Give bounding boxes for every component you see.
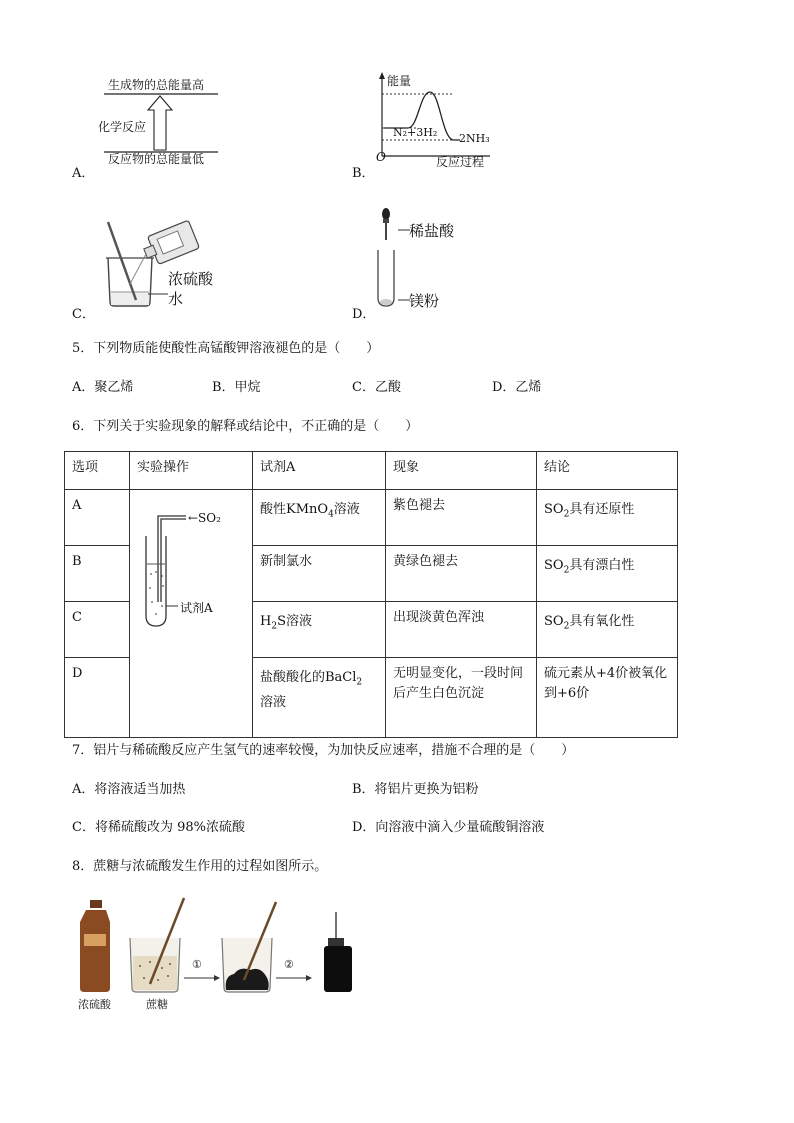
- conclusion-subscript: 2: [563, 509, 570, 520]
- q5-option-a: A．聚乙烯: [72, 380, 134, 395]
- q5-option-b: B．甲烷: [212, 380, 261, 395]
- conclusion-text: SO: [544, 502, 564, 517]
- header-phenomenon: 现象: [386, 452, 537, 490]
- row-phenomenon: 无明显变化，一段时间后产生白色沉淀: [386, 658, 537, 738]
- figb-y-axis-label: 能量: [387, 74, 412, 88]
- table-row: [65, 490, 678, 546]
- figc-label: C．: [72, 307, 95, 322]
- row-option: B: [65, 546, 130, 602]
- conclusion-text-suffix: 具有氧化性: [569, 614, 635, 629]
- bottle-label: 浓硫酸: [78, 998, 111, 1011]
- figa-label: A．: [72, 166, 95, 181]
- q5-stem: 5．下列物质能使酸性高锰酸钾溶液褪色的是（ ）: [72, 341, 380, 356]
- apparatus-reagent-label: 试剂A: [180, 601, 213, 615]
- q7-option-c: C．将稀硫酸改为 98%浓硫酸: [72, 820, 245, 835]
- conclusion-text: SO: [544, 614, 564, 629]
- figb-reactant: N₂+3H₂: [393, 126, 438, 139]
- q7-stem: 7．铝片与稀硫酸反应产生氢气的速率较慢，为加快反应速率，措施不合理的是（ ）: [72, 743, 575, 758]
- figa-top-text: 生成物的总能量高: [108, 78, 205, 92]
- apparatus-cell: [130, 490, 253, 738]
- figb-origin: O: [376, 150, 386, 164]
- step1-marker: ①: [192, 958, 202, 971]
- figd-powder-label: 镁粉: [409, 292, 440, 310]
- step2-marker: ②: [284, 958, 294, 971]
- conclusion-text-suffix: 具有漂白性: [569, 558, 635, 573]
- conclusion-text: SO: [544, 558, 564, 573]
- row-conclusion: [537, 546, 678, 602]
- figc-acid-label: 浓硫酸: [168, 270, 214, 288]
- row-reagent: [253, 490, 386, 546]
- reagent-text-suffix: 溶液: [260, 694, 287, 710]
- q5-option-c: C．乙酸: [352, 380, 401, 395]
- reagent-subscript: 2: [356, 677, 363, 688]
- row-reagent: 新制氯水: [253, 546, 386, 602]
- figa-side-text: 化学反应: [98, 120, 147, 134]
- q5-option-d: D．乙烯: [492, 380, 542, 395]
- row-conclusion: [537, 490, 678, 546]
- conclusion-subscript: 2: [563, 565, 570, 576]
- figa-bottom-text: 反应物的总能量低: [108, 152, 205, 166]
- row-conclusion: 硫元素从+4价被氧化到+6价: [537, 658, 678, 738]
- header-reagent: 试剂A: [253, 452, 386, 490]
- experiment-table: [64, 451, 678, 738]
- figb-product: 2NH₃: [459, 132, 490, 145]
- q7-option-d: D．向溶液中滴入少量硫酸铜溶液: [352, 820, 545, 835]
- beaker-pouring-illustration: [100, 214, 210, 310]
- row-conclusion: [537, 602, 678, 658]
- conclusion-subscript: 2: [563, 621, 570, 632]
- figd-acid-label: 稀盐酸: [409, 222, 455, 240]
- figb-label: B．: [352, 166, 375, 181]
- apparatus-gas-label: ←SO₂: [188, 511, 221, 525]
- conclusion-text-suffix: 具有还原性: [569, 502, 635, 517]
- row-phenomenon: 紫色褪去: [386, 490, 537, 546]
- reagent-text-suffix: S溶液: [277, 614, 312, 629]
- header-conclusion: 结论: [537, 452, 678, 490]
- figd-label: D．: [352, 307, 376, 322]
- reagent-text-suffix: 溶液: [333, 502, 360, 517]
- row-phenomenon: 黄绿色褪去: [386, 546, 537, 602]
- q8-stem: 8．蔗糖与浓硫酸发生作用的过程如图所示。: [72, 859, 328, 874]
- q7-option-a: A．将溶液适当加热: [72, 782, 186, 797]
- header-operation: 实验操作: [130, 452, 253, 490]
- table-header-row: [65, 452, 678, 490]
- row-option: A: [65, 490, 130, 546]
- q6-stem: 6．下列关于实验现象的解释或结论中，不正确的是（ ）: [72, 419, 419, 434]
- q7-option-b: B．将铝片更换为铝粉: [352, 782, 479, 797]
- row-option: C: [65, 602, 130, 658]
- reagent-subscript: 2: [271, 621, 278, 632]
- figc-water-label: 水: [168, 290, 184, 308]
- row-reagent: [253, 658, 386, 738]
- header-option: 选项: [65, 452, 130, 490]
- reagent-text: 盐酸酸化的BaCl: [260, 670, 357, 685]
- process-illustration: [74, 894, 364, 998]
- sugar-label: 蔗糖: [146, 998, 168, 1011]
- row-phenomenon: 出现淡黄色浑浊: [386, 602, 537, 658]
- figb-x-axis-label: 反应过程: [436, 155, 485, 169]
- reagent-text: H: [260, 614, 272, 629]
- row-option: D: [65, 658, 130, 738]
- reagent-subscript: 4: [328, 509, 334, 520]
- reagent-text: 酸性KMnO: [260, 502, 329, 517]
- row-reagent: [253, 602, 386, 658]
